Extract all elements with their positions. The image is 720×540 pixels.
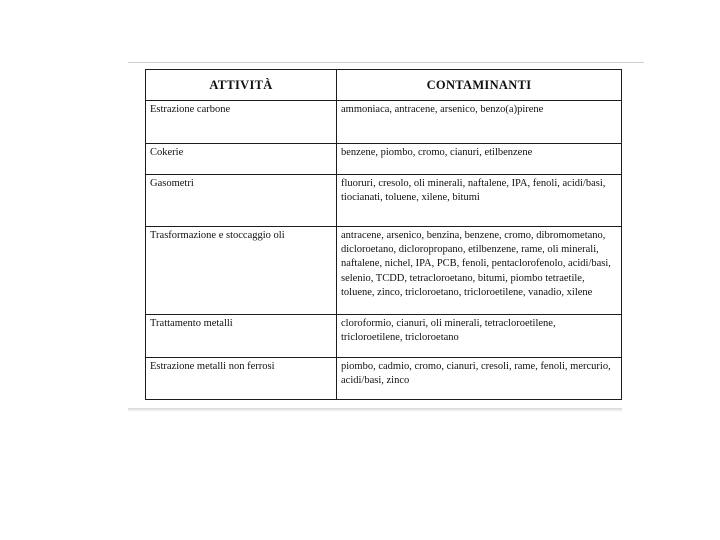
table-row: [146, 101, 622, 144]
table-row: [146, 315, 622, 358]
contaminants-cell: antracene, arsenico, benzina, benzene, cromo, dibromometano, dicloroetano, dicloropropano, etilbenzene, rame, oli minerali, naftalene, nichel, IPA, PCB, fenoli, pentaclorofenolo, acidi/basi, selenio, TCDD, tetracloroetano, bitumi, piombo tetraetile, toluene, zinco, tricloroetano, tricloroetilene, vanadio, xilene: [337, 227, 622, 315]
activity-cell: Gasometri: [146, 175, 337, 227]
table-row: [146, 358, 622, 400]
header-contaminants: CONTAMINANTI: [337, 70, 622, 101]
contaminants-cell: ammoniaca, antracene, arsenico, benzo(a)pirene: [337, 101, 622, 144]
table-row: [146, 175, 622, 227]
activity-cell: Trasformazione e stoccaggio oli: [146, 227, 337, 315]
table-header-row: [146, 70, 622, 101]
activity-cell: Cokerie: [146, 144, 337, 175]
table-row: [146, 227, 622, 315]
contaminants-cell: fluoruri, cresolo, oli minerali, naftalene, IPA, fenoli, acidi/basi, tiocianati, toluene, xilene, bitumi: [337, 175, 622, 227]
activity-cell: Trattamento metalli: [146, 315, 337, 358]
contaminants-cell: benzene, piombo, cromo, cianuri, etilbenzene: [337, 144, 622, 175]
table-row: [146, 144, 622, 175]
header-activity: ATTIVITÀ: [146, 70, 337, 101]
activity-cell: Estrazione carbone: [146, 101, 337, 144]
activity-cell: Estrazione metalli non ferrosi: [146, 358, 337, 400]
sheet-bottom-shadow: [128, 408, 622, 412]
contaminants-cell: piombo, cadmio, cromo, cianuri, cresoli, rame, fenoli, mercurio, acidi/basi, zinco: [337, 358, 622, 400]
contaminants-cell: cloroformio, cianuri, oli minerali, tetracloroetilene, tricloroetilene, tricloroetano: [337, 315, 622, 358]
contaminants-table: [145, 69, 622, 400]
